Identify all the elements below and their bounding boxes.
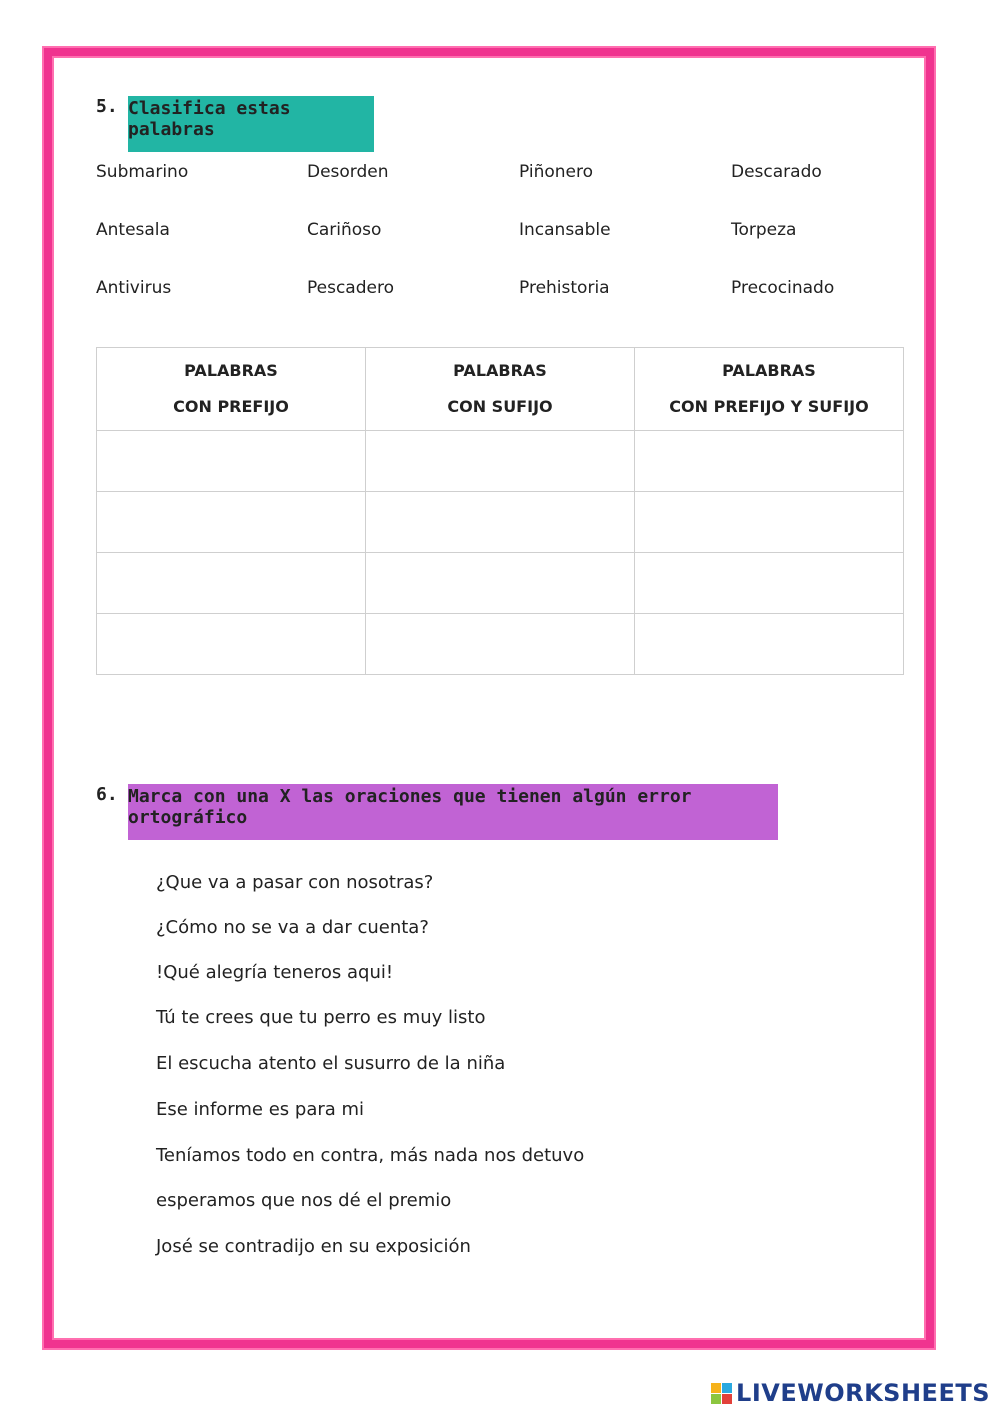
word-item: Prehistoria — [519, 278, 610, 298]
header-line: PALABRAS — [184, 361, 278, 380]
word-item: Piñonero — [519, 162, 594, 182]
answer-cell[interactable] — [97, 614, 366, 675]
table-row — [97, 492, 904, 553]
header-prefix — [97, 348, 366, 431]
table-header-row — [97, 348, 904, 431]
word-item: Incansable — [519, 220, 611, 240]
header-prefix-suffix — [635, 348, 904, 431]
sentence-item[interactable]: El escucha atento el susurro de la niña — [156, 1053, 506, 1074]
table-row — [97, 553, 904, 614]
header-line: CON SUFIJO — [447, 397, 553, 416]
word-item: Torpeza — [731, 220, 797, 240]
answer-cell[interactable] — [635, 553, 904, 614]
header-line: CON PREFIJO — [173, 397, 289, 416]
header-line: PALABRAS — [453, 361, 547, 380]
classification-table — [96, 347, 904, 675]
sentence-item[interactable]: Teníamos todo en contra, más nada nos detuvo — [156, 1145, 585, 1166]
answer-cell[interactable] — [635, 492, 904, 553]
word-item: Antesala — [96, 220, 170, 240]
answer-cell[interactable] — [366, 431, 635, 492]
sentence-item[interactable]: ¿Que va a pasar con nosotras? — [156, 872, 434, 893]
brand-name: LIVEWORKSHEETS — [736, 1379, 990, 1407]
answer-cell[interactable] — [366, 492, 635, 553]
header-line: CON PREFIJO Y SUFIJO — [669, 397, 869, 416]
sentence-item[interactable]: José se contradijo en su exposición — [156, 1236, 471, 1257]
liveworksheets-logo-icon — [711, 1383, 732, 1404]
answer-cell[interactable] — [366, 553, 635, 614]
section-5-title: Clasifica estas palabras — [128, 96, 374, 152]
answer-cell[interactable] — [97, 492, 366, 553]
header-suffix — [366, 348, 635, 431]
word-item: Desorden — [307, 162, 389, 182]
sentence-item[interactable]: !Qué alegría teneros aqui! — [156, 962, 394, 983]
table-row — [97, 431, 904, 492]
answer-cell[interactable] — [635, 614, 904, 675]
word-item: Descarado — [731, 162, 822, 182]
footer-brand — [711, 1379, 990, 1407]
header-line: PALABRAS — [722, 361, 816, 380]
sentence-item[interactable]: Ese informe es para mi — [156, 1099, 365, 1120]
answer-cell[interactable] — [97, 553, 366, 614]
sentence-item[interactable]: esperamos que nos dé el premio — [156, 1190, 452, 1211]
word-item: Submarino — [96, 162, 189, 182]
section-5-number: 5. — [96, 96, 118, 117]
answer-cell[interactable] — [635, 431, 904, 492]
section-6-number: 6. — [96, 784, 118, 805]
word-item: Pescadero — [307, 278, 394, 298]
sentence-item[interactable]: ¿Cómo no se va a dar cuenta? — [156, 917, 429, 938]
word-item: Cariñoso — [307, 220, 382, 240]
answer-cell[interactable] — [366, 614, 635, 675]
word-item: Precocinado — [731, 278, 835, 298]
table-row — [97, 614, 904, 675]
section-6-title: Marca con una X las oraciones que tienen algún error ortográfico — [128, 784, 778, 840]
sentence-item[interactable]: Tú te crees que tu perro es muy listo — [156, 1007, 486, 1028]
word-item: Antivirus — [96, 278, 172, 298]
answer-cell[interactable] — [97, 431, 366, 492]
